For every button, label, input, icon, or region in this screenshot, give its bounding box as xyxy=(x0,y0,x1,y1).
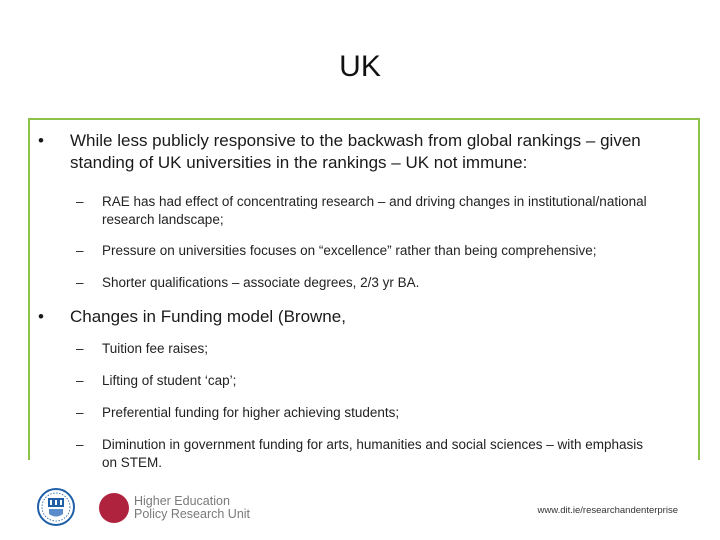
sub-bullet-1-1-text: RAE has had effect of concentrating research – and driving changes in institutional/national research landscape; xyxy=(102,194,647,227)
sub-bullet-1-2-text: Pressure on universities focuses on “excellence” rather than being comprehensive; xyxy=(102,243,597,258)
sub-bullet-1-3-text: Shorter qualifications – associate degrees, 2/3 yr BA. xyxy=(102,275,420,290)
bullet-marker: • xyxy=(38,307,44,326)
sub-bullet-2-4-text: Diminution in government funding for arts, humanities and social sciences – with emphasis on STEM. xyxy=(102,437,644,470)
sub-bullet-2-2-text: Lifting of student ‘cap’; xyxy=(102,373,237,388)
sub-bullet-2-3-text: Preferential funding for higher achieving students; xyxy=(102,405,400,420)
bullet-2-text: Changes in Funding model (Browne, xyxy=(70,307,346,326)
sub-bullet-marker: – xyxy=(76,341,84,356)
sub-bullet-marker: – xyxy=(76,194,84,209)
dit-crest-icon xyxy=(36,487,76,527)
sub-bullet-marker: – xyxy=(76,437,84,452)
sub-bullet-2-1-text: Tuition fee raises; xyxy=(102,341,209,356)
sub-bullet-marker: – xyxy=(76,243,84,258)
bullet-marker: • xyxy=(38,131,44,150)
hepru-line-1: Higher Education xyxy=(134,494,230,508)
sub-bullet-marker: – xyxy=(76,405,84,420)
hepru-text xyxy=(134,495,250,521)
hepru-line-2: Policy Research Unit xyxy=(134,507,251,521)
slide-title: UK xyxy=(339,50,381,83)
footer-url[interactable]: www.dit.ie/researchandenterprise xyxy=(537,505,678,516)
hepru-mark-icon xyxy=(98,492,130,524)
bullet-1-text: While less publicly responsive to the backwash from global rankings – given standing of UK universities in the rankings – UK not immune: xyxy=(70,131,641,172)
sub-bullet-marker: – xyxy=(76,275,84,290)
hepru-logo xyxy=(98,492,251,529)
sub-bullet-marker: – xyxy=(76,373,84,388)
